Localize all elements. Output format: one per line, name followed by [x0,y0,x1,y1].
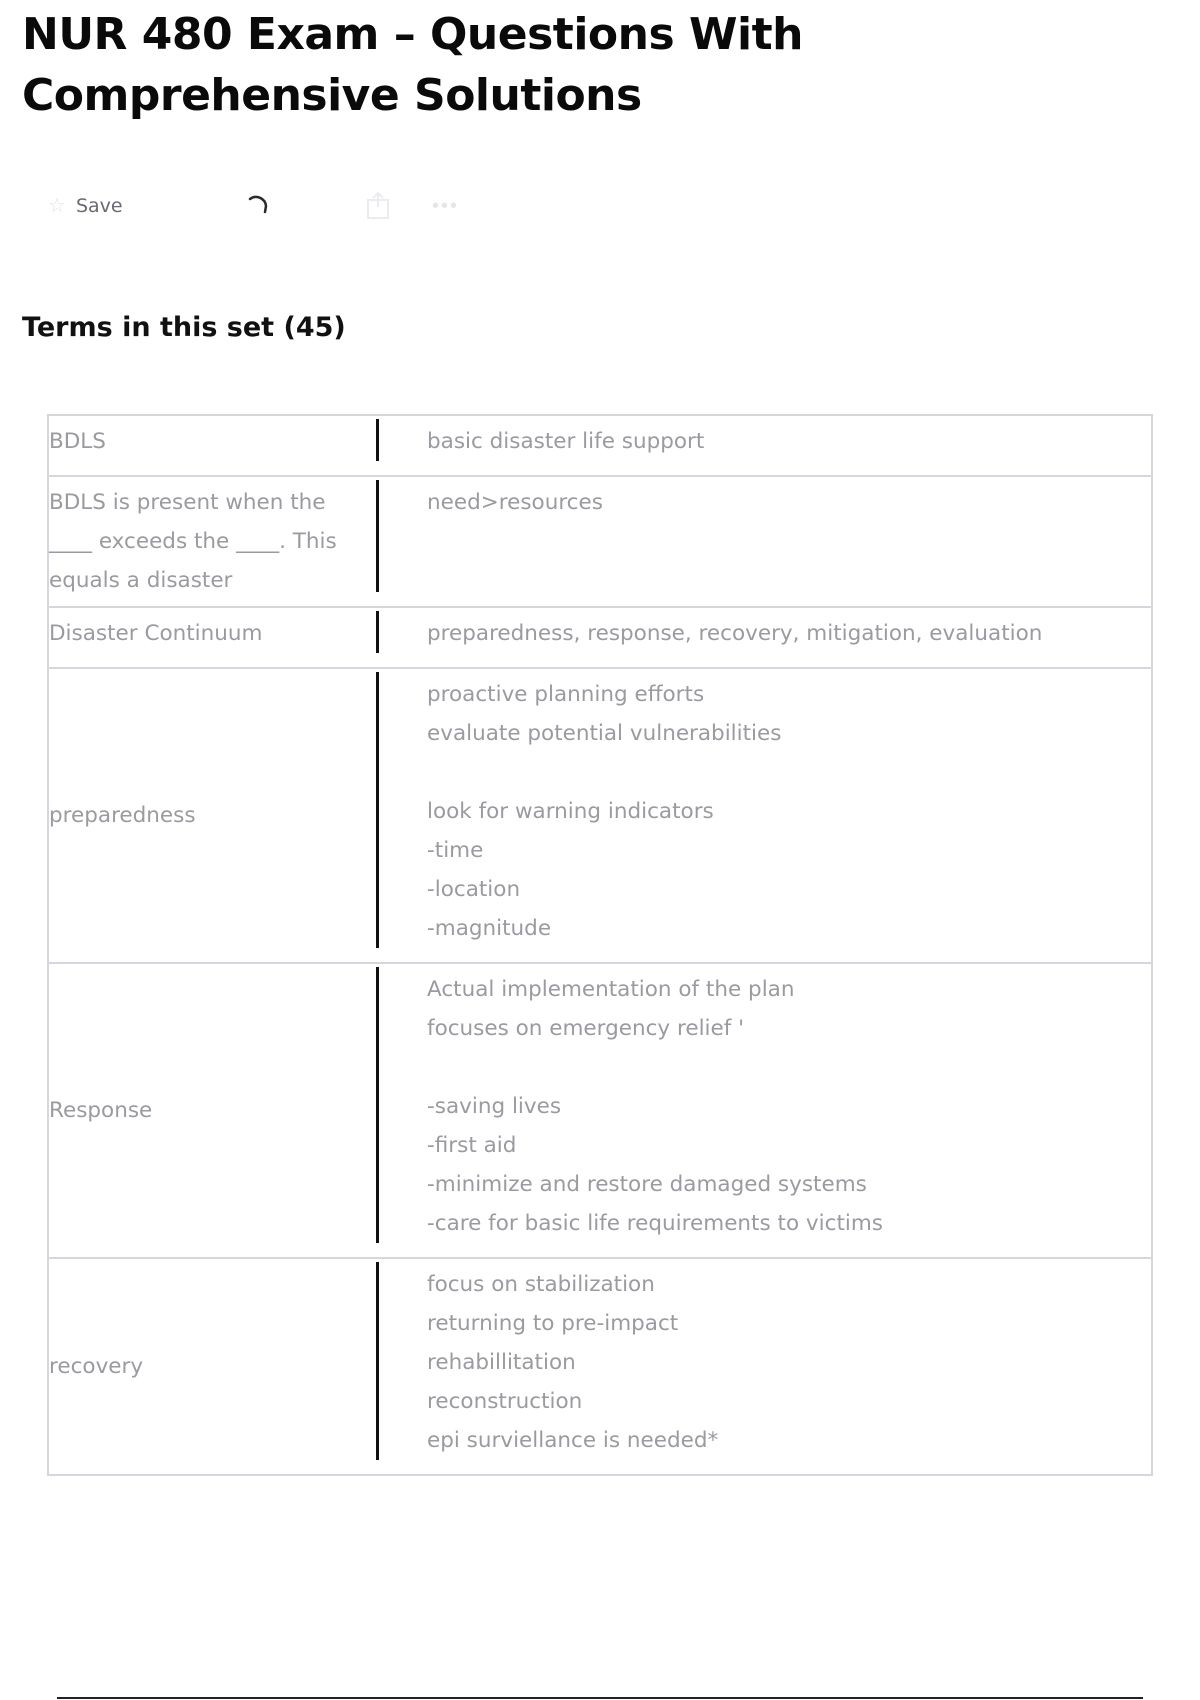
bottom-divider [57,1697,1143,1699]
definition-line: -minimize and restore damaged systems [427,1172,867,1197]
term-text: BDLS [49,429,106,454]
definition-line: evaluate potential vulnerabilities [427,721,782,746]
term-row [47,477,1153,608]
definition-line: -care for basic life requirements to victims [427,1211,883,1236]
definition-line: focuses on emergency relief ' [427,1016,745,1041]
term-row [47,608,1153,669]
term-row [47,964,1153,1259]
terms-heading: Terms in this set (45) [22,312,346,343]
term-text: BDLS is present when the ____ exceeds the ____. This equals a disaster [49,490,337,593]
save-label: Save [75,195,123,217]
definition-line: preparedness, response, recovery, mitigation, evaluation [427,621,1043,646]
term-text: recovery [49,1354,144,1379]
term-text: Response [49,1098,153,1123]
definition-line: reconstruction [427,1389,583,1414]
definition-line: -magnitude [427,916,552,941]
definition-line [427,753,1131,792]
definition-line: focus on stabilization [427,1272,655,1297]
save-button[interactable] [48,186,123,226]
terms-table [47,414,1153,1476]
definition [379,669,1151,962]
definition-line: epi surviellance is needed* [427,1428,719,1453]
definition-line: -time [427,838,484,863]
definition-line: basic disaster life support [427,429,705,454]
definition-line [427,1048,1131,1087]
page-title: NUR 480 Exam – Questions With Comprehensive Solutions [22,9,803,121]
definition [379,608,1151,667]
more-icon[interactable]: ••• [432,194,460,217]
term-row [47,669,1153,964]
share-icon[interactable] [364,186,392,226]
star-icon: ☆ [48,195,66,217]
definition-line: returning to pre-impact [427,1311,679,1336]
definition [379,416,1151,475]
definition [379,477,1151,606]
term-row [47,414,1153,477]
definition-line: Actual implementation of the plan [427,977,795,1002]
term-text: Disaster Continuum [49,621,263,646]
definition-line: need>resources [427,490,603,515]
spinner-icon [242,186,272,226]
definition-line: -location [427,877,521,902]
definition-line: -saving lives [427,1094,562,1119]
definition [379,964,1151,1257]
definition-line: look for warning indicators [427,799,714,824]
definition-line: -first aid [427,1133,517,1158]
definition [379,1259,1151,1474]
term-row [47,1259,1153,1476]
definition-line: rehabillitation [427,1350,576,1375]
term-text: preparedness [49,803,196,828]
definition-line: proactive planning efforts [427,682,705,707]
toolbar [48,186,508,226]
